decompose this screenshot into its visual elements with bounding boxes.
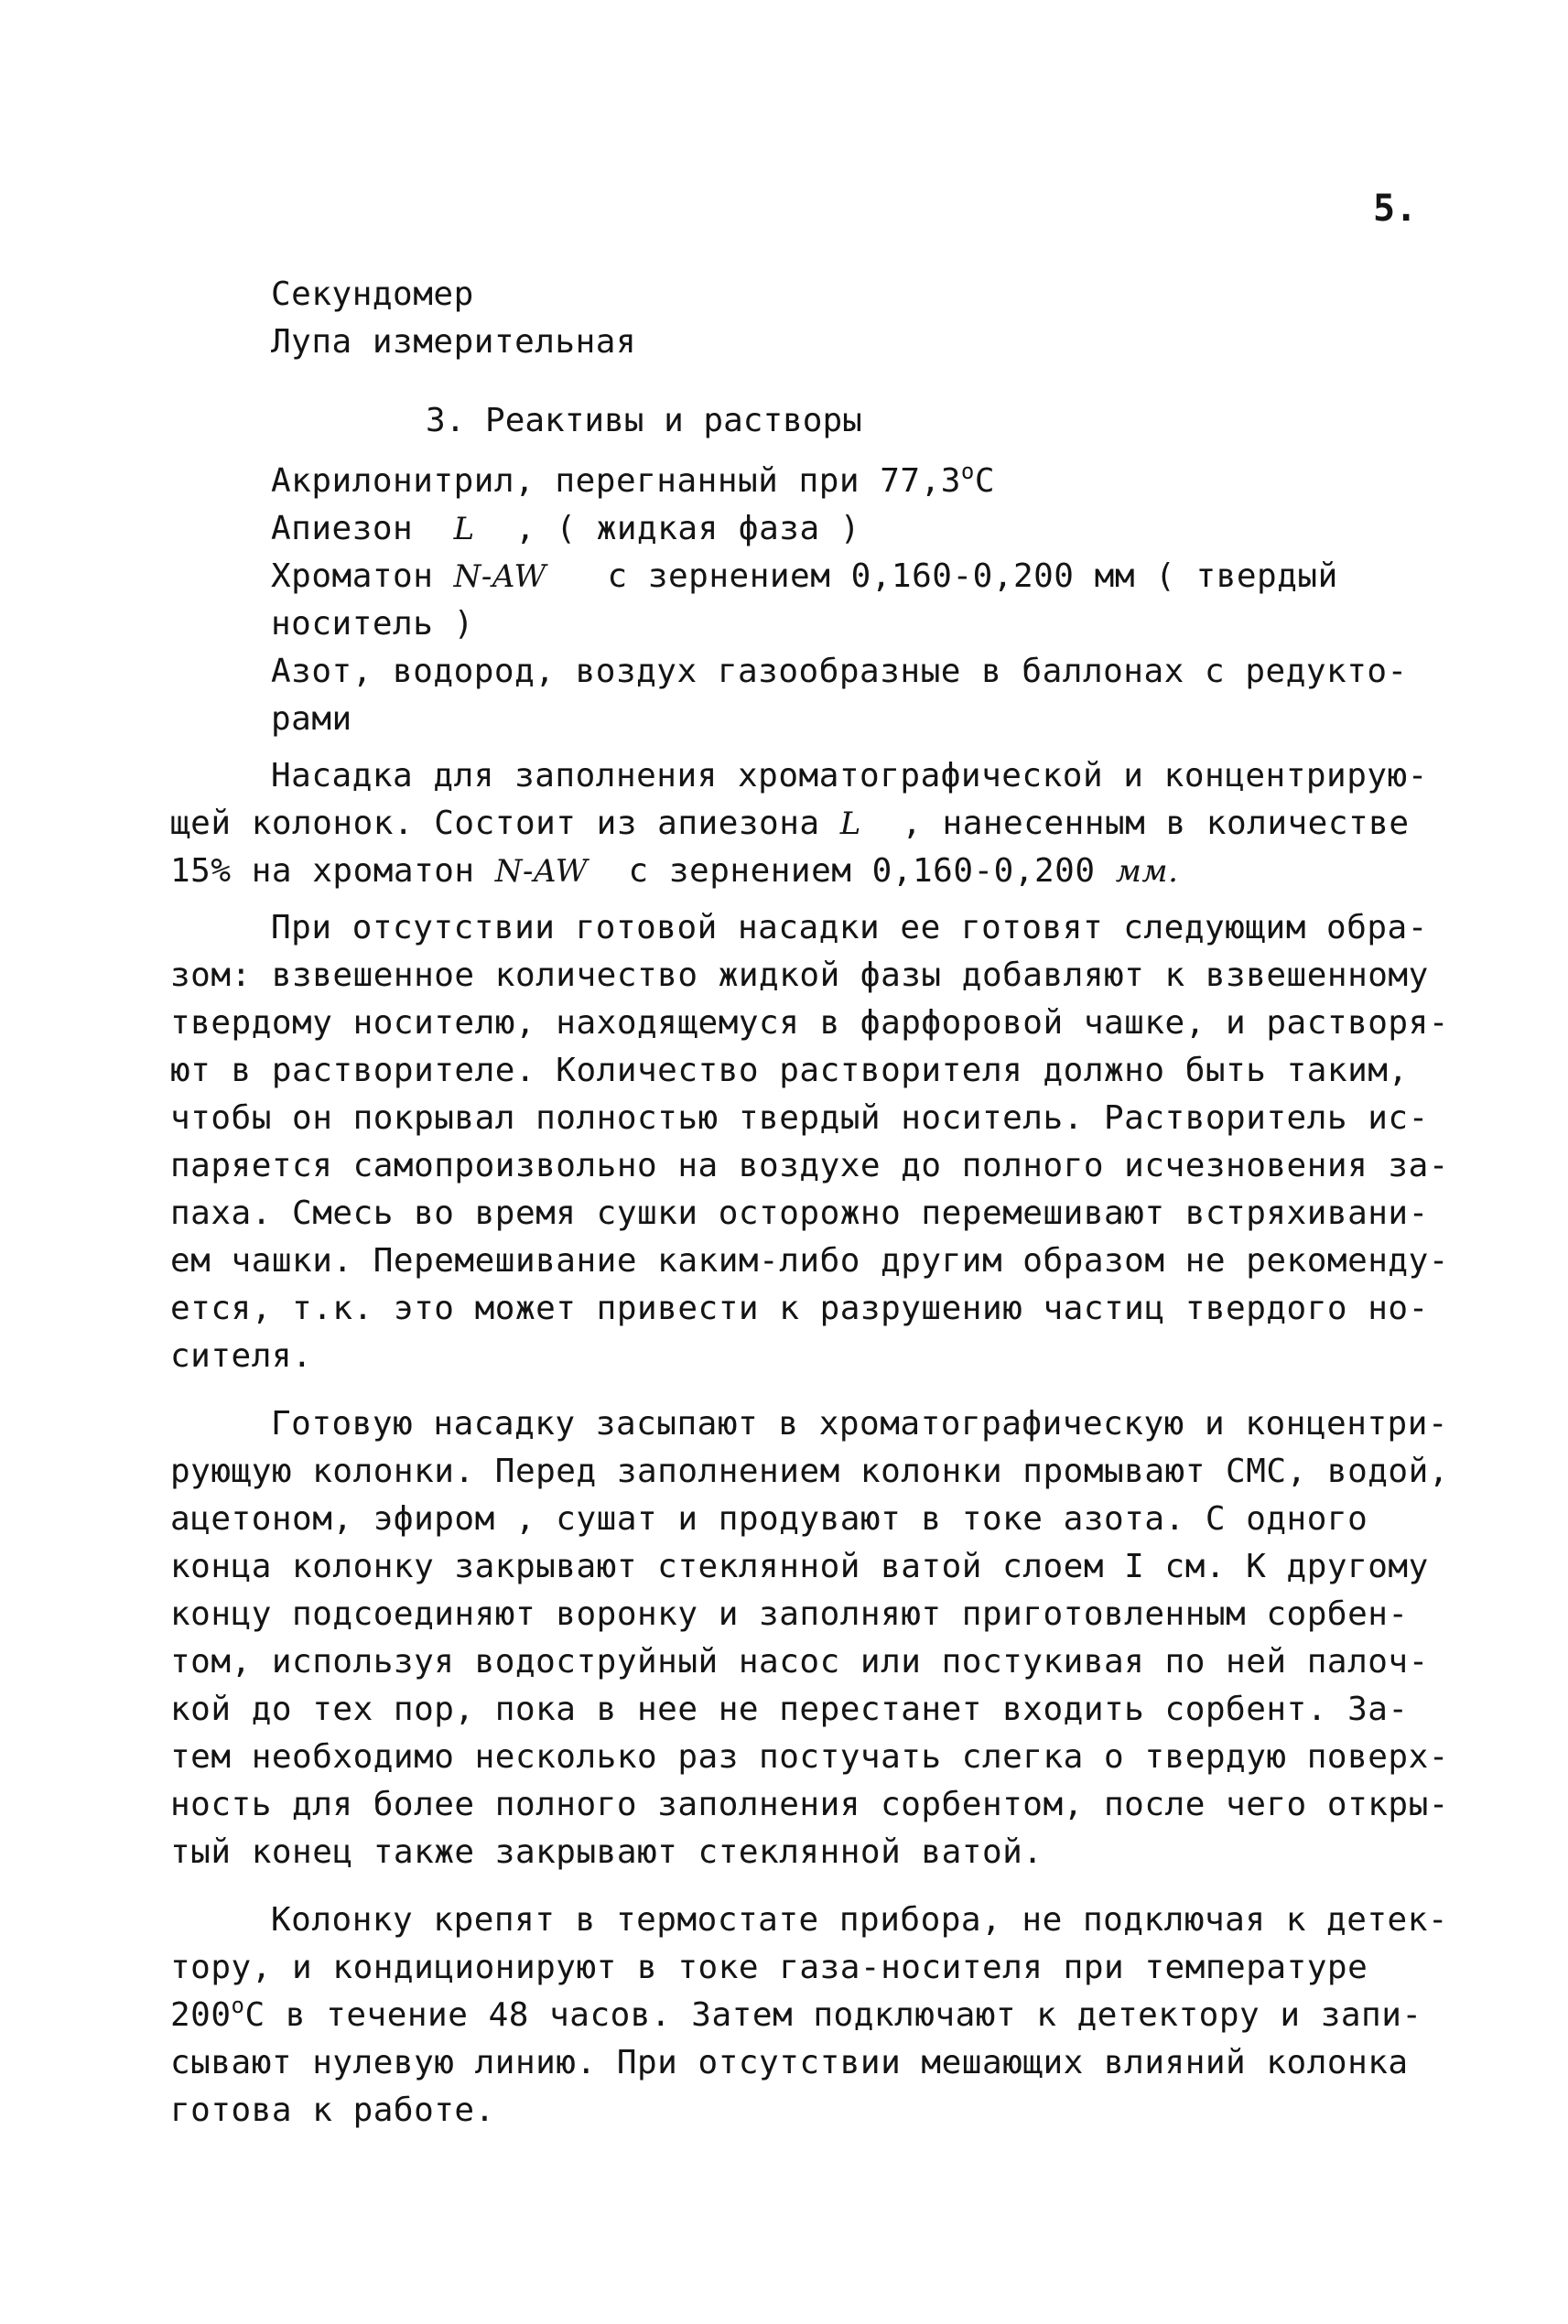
paragraph-line: ется, т.к. это может привести к разрушению частиц твердого но-	[170, 1290, 1429, 1327]
reagent-chromaton: Хроматон N-AW с зернением 0,160-0,200 мм ( твердый	[271, 557, 1338, 595]
paragraph-line: Готовую насадку засыпают в хроматографическую и концентри-	[271, 1405, 1449, 1443]
paragraph-line: концу подсоединяют воронку и заполняют приготовленным сорбен-	[170, 1595, 1409, 1633]
paragraph-line: ацетоном, эфиром , сушат и продувают в токе азота. С одного	[170, 1500, 1368, 1538]
paragraph-line: ность для более полного заполнения сорбентом, после чего откры-	[170, 1786, 1449, 1823]
filling-paragraph	[170, 1400, 1449, 1876]
equipment-list	[271, 271, 1433, 366]
reagent-apiezon: Апиезон L , ( жидкая фаза )	[271, 510, 860, 547]
paragraph-line: том, используя водоструйный насос или постукивая по ней палоч-	[170, 1643, 1429, 1681]
chromaton-handwritten-symbol: N-AW	[453, 558, 546, 595]
paragraph-line: чтобы он покрывал полностью твердый носитель. Растворитель ис-	[170, 1099, 1429, 1137]
equipment-item: Секундомер	[271, 276, 474, 313]
paragraph-line: Насадка для заполнения хроматографической и концентрирую-	[271, 757, 1428, 794]
paragraph-line: твердому носителю, находящемуся в фарфоровой чашке, и растворя-	[170, 1004, 1449, 1042]
paragraph-line: тем необходимо несколько раз постучать слегка о твердую поверх-	[170, 1738, 1449, 1776]
paragraph-line: 15% на хроматон N-AW с зернением 0,160-0,200 мм.	[170, 852, 1179, 890]
packing-paragraph	[170, 752, 1433, 895]
paragraph-line: При отсутствии готовой насадки ее готовят следующим обра-	[271, 909, 1428, 946]
reagent-chromaton-cont: носитель )	[271, 605, 474, 643]
paragraph-line: зом: взвешенное количество жидкой фазы добавляют к взвешенному	[170, 957, 1429, 994]
paragraph-line: сывают нулевую линию. При отсутствии мешающих влияний колонка	[170, 2044, 1409, 2081]
paragraph-line: тый конец также закрывают стеклянной ватой.	[170, 1833, 1044, 1871]
page-number: 5.	[1373, 188, 1418, 230]
paragraph-line: рующую колонки. Перед заполнением колонки промывают СМС, водой,	[170, 1453, 1449, 1490]
preparation-paragraph	[170, 904, 1449, 1380]
apiezon-handwritten-symbol: L	[839, 805, 861, 842]
reagent-acrylonitrile: Акрилонитрил, перегнанный при $77,3^оС$	[271, 459, 996, 500]
paragraph-line: тору, и кондиционируют в токе газа-носителя при температуре	[170, 1949, 1368, 1986]
paragraph-line: Колонку крепят в термостате прибора, не подключая к детек-	[271, 1901, 1449, 1939]
handwritten-unit: мм.	[1115, 853, 1179, 890]
paragraph-line: конца колонку закрывают стеклянной ватой слоем I см. К другому	[170, 1548, 1429, 1585]
conditioning-paragraph	[170, 1897, 1449, 2135]
paragraph-line: ем чашки. Перемешивание каким-либо другим образом не рекоменду-	[170, 1242, 1449, 1280]
reagents-list	[271, 458, 1433, 743]
reagent-gases: Азот, водород, воздух газообразные в баллонах с редукто-	[271, 653, 1408, 690]
chromaton-handwritten-symbol: N-AW	[494, 853, 589, 890]
apiezon-handwritten-symbol: L	[453, 511, 475, 547]
paragraph-line: $200^оС$ в течение 48 часов. Затем подключают к детектору и запи-	[170, 1993, 1422, 2034]
reagent-gases-cont: рами	[271, 700, 352, 738]
section-heading: 3. Реактивы и растворы	[426, 402, 862, 439]
paragraph-line: щей колонок. Состоит из апиезона L , нанесенным в количестве	[170, 805, 1410, 842]
paragraph-line: паха. Смесь во время сушки осторожно перемешивают встряхивани-	[170, 1194, 1429, 1232]
paragraph-line: кой до тех пор, пока в нее не перестанет входить сорбент. За-	[170, 1691, 1409, 1728]
paragraph-line: паряется самопроизвольно на воздухе до полного исчезновения за-	[170, 1147, 1449, 1184]
paragraph-line: готова к работе.	[170, 2092, 495, 2129]
paragraph-line: сителя.	[170, 1337, 313, 1375]
paragraph-line: ют в растворителе. Количество растворителя должно быть таким,	[170, 1052, 1409, 1089]
equipment-item: Лупа измерительная	[271, 323, 637, 361]
